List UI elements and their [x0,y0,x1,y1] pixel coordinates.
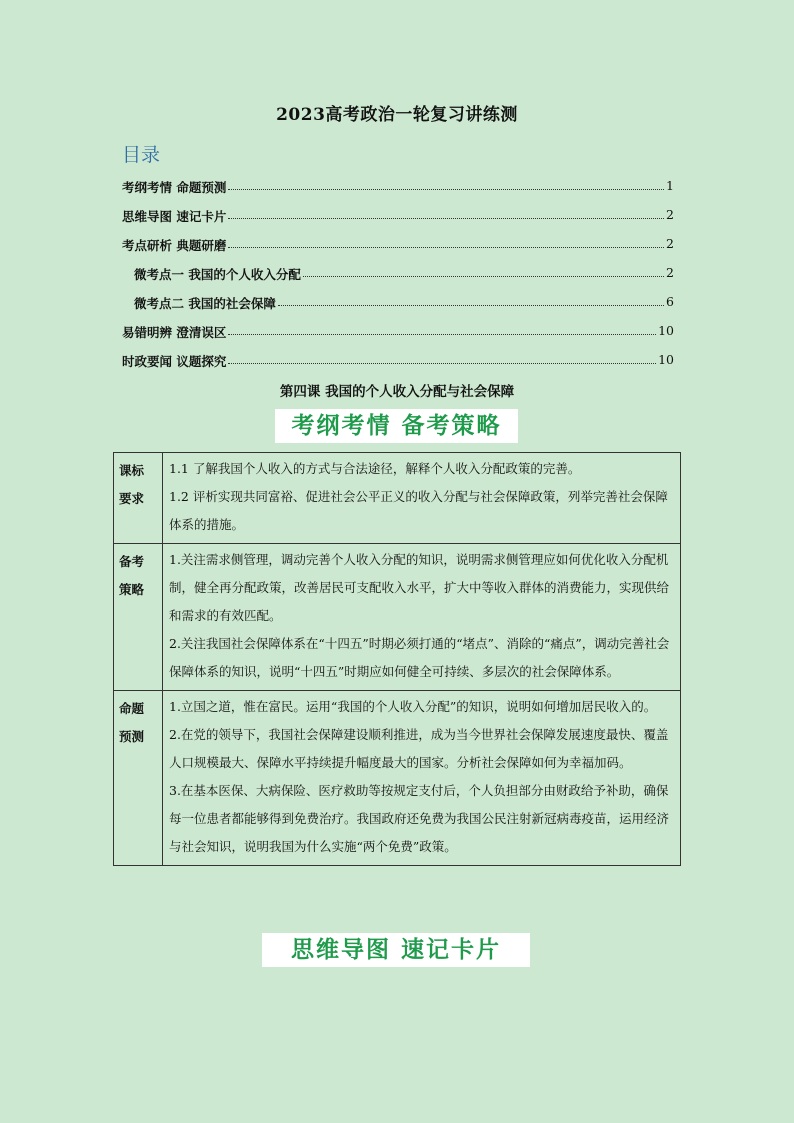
toc-entry[interactable] [122,207,674,236]
row-label-line: 备考 [119,554,145,569]
toc-entry-page: 6 [666,294,674,309]
toc-entry-page: 2 [666,207,674,222]
toc-entry-page: 10 [658,323,674,338]
toc-entry-label: 时政要闻 议题探究 [122,354,227,369]
toc-entry-label: 微考点一 我国的个人收入分配 [134,267,301,282]
toc-entry-label: 考纲考情 命题预测 [122,180,227,195]
content-paragraph: 1.立国之道，惟在富民。运用“我国的个人收入分配”的知识，说明如何增加居民收入的。 [169,699,657,714]
row-label [114,453,163,544]
toc-entry-page: 2 [666,265,674,280]
toc-entry-label: 思维导图 速记卡片 [122,209,227,224]
content-paragraph: 2.关注我国社会保障体系在“十四五”时期必须打通的“堵点”、消除的“痛点”，调动完善社会保障体系的知识，说明“十四五”时期应如何健全可持续、多层次的社会保障体系。 [169,636,670,679]
outline-banner: 考纲考情 备考策略 [275,409,518,443]
toc-entry-label: 考点研析 典题研磨 [122,238,227,253]
toc-entry[interactable] [122,236,674,265]
toc-leader-dots [228,352,656,364]
table-row [114,691,681,866]
toc-heading: 目录 [122,144,161,166]
table-of-contents [122,178,674,381]
mindmap-banner: 思维导图 速记卡片 [262,933,530,967]
toc-entry[interactable] [122,178,674,207]
table-row [114,544,681,691]
content-paragraph: 1.1 了解我国个人收入的方式与合法途径，解释个人收入分配政策的完善。 [169,461,581,476]
toc-entry[interactable] [122,265,674,294]
row-label [114,544,163,691]
row-label [114,691,163,866]
content-paragraph: 1.关注需求侧管理，调动完善个人收入分配的知识，说明需求侧管理应如何优化收入分配机制，健全再分配政策，改善居民可支配收入水平，扩大中等收入群体的消费能力，实现供给和需求的有效匹配。 [169,552,670,623]
toc-entry-page: 10 [658,352,674,367]
table-row [114,453,681,544]
toc-leader-dots [228,207,664,219]
row-label-line: 要求 [119,491,145,506]
toc-leader-dots [278,294,664,306]
toc-leader-dots [303,265,664,277]
toc-entry-page: 2 [666,236,674,251]
row-label-line: 课标 [119,463,145,478]
exam-outline-table [113,452,681,866]
toc-leader-dots [228,236,664,248]
row-label-line: 策略 [119,582,145,597]
content-paragraph: 1.2 评析实现共同富裕、促进社会公平正义的收入分配与社会保障政策，列举完善社会保障体系的措施。 [169,489,668,532]
row-content [163,544,681,691]
content-paragraph: 3.在基本医保、大病保险、医疗救助等按规定支付后，个人负担部分由财政给予补助，确保每一位患者都能够得到免费治疗。我国政府还免费为我国公民注射新冠病毒疫苗，运用经济与社会知识，说明我国为什么实施“两个免费”政策。 [169,783,670,854]
toc-entry[interactable] [122,352,674,381]
toc-entry[interactable] [122,294,674,323]
content-paragraph: 2.在党的领导下，我国社会保障建设顺利推进，成为当今世界社会保障发展速度最快、覆盖人口规模最大、保障水平持续提升幅度最大的国家。分析社会保障如何为幸福加码。 [169,727,669,770]
document-title: 2023高考政治一轮复习讲练测 [276,105,518,125]
row-label-line: 命题 [119,701,145,716]
toc-entry-label: 易错明辨 澄清误区 [122,325,227,340]
row-label-line: 预测 [119,729,145,744]
lesson-title: 第四课 我国的个人收入分配与社会保障 [279,384,515,400]
toc-entry-page: 1 [666,178,674,193]
row-content [163,691,681,866]
row-content [163,453,681,544]
toc-leader-dots [228,178,664,190]
toc-entry-label: 微考点二 我国的社会保障 [134,296,276,311]
toc-leader-dots [228,323,656,335]
toc-entry[interactable] [122,323,674,352]
